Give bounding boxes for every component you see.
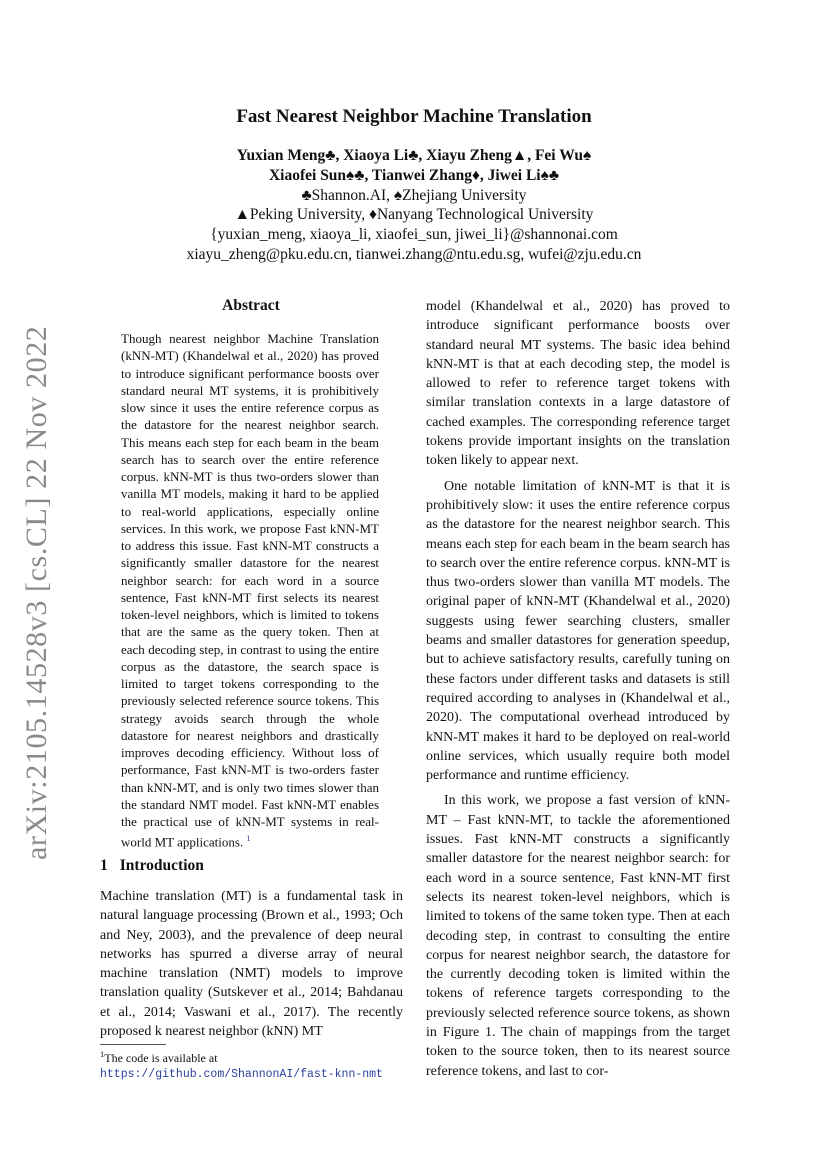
paper-title: Fast Nearest Neighbor Machine Translation	[236, 106, 592, 127]
affiliation-line-2: ▲Peking University, ♦Nanyang Technological University	[234, 206, 594, 224]
abstract-heading: Abstract	[222, 297, 280, 314]
right-paragraph-1: model (Khandelwal et al., 2020) has proved to introduce significant performance boosts over standard neural MT systems. The basic idea behind kNN-MT is that at each decoding step, the model is allowed to refer to reference target tokens with similar translation contexts in a large datastore of cached examples. The corresponding reference target tokens provide important insights on the translation token likely to appear next.	[426, 299, 730, 469]
abstract-text: Though nearest neighbor Machine Translation (kNN-MT) (Khandelwal et al., 2020) has proved to introduce significant performance boosts over standard neural MT systems, it is prohibitively slow since it uses the entire reference corpus as the datastore for the nearest neighbor search. This means each step for each beam in the beam search has to search over the entire reference corpus. kNN-MT is thus two-orders slower than vanilla MT models, making it hard to be applied to real-world applications, especially online services. In this work, we propose Fast kNN-MT to address this issue. Fast kNN-MT constructs a significantly smaller datastore for the nearest neighbor search: for each word in a source sentence, Fast kNN-MT first selects its nearest token-level neighbors, which is limited to tokens that are the same as the query token. Then at each decoding step, in contrast to using the entire corpus as the datastore, the search space is limited to target tokens corresponding to the previously selected reference source tokens. This strategy avoids search through the whole datastore for nearest neighbors and drastically improves decoding efficiency. Without loss of performance, Fast kNN-MT is two-orders faster than kNN-MT, and is only two times slower than the standard NMT model. Fast kNN-MT enables the practical use of kNN-MT systems in real-world MT applications.	[121, 331, 379, 850]
email-line-1: {yuxian_meng, xiaoya_li, xiaofei_sun, jiwei_li}@shannonai.com	[210, 226, 618, 244]
right-paragraph-2: One notable limitation of kNN-MT is that it is prohibitively slow: it uses the entire reference corpus as the datastore for the nearest neighbor search. This means each step for each beam in the beam search has to search over the entire reference corpus. kNN-MT is thus two-orders slower than vanilla MT models. The original paper of kNN-MT (Khandelwal et al., 2020) suggests using fewer searching clusters, smaller beams and smaller datastores for generation speedup, but to achieve satisfactory results, carefully tuning on these factors under different tasks and datasets is still required according to analyses in (Khandelwal et al., 2020). The computational overhead introduced by kNN-MT makes it hard to be deployed on real-world online services, which usually require both model performance and runtime efficiency.	[426, 478, 730, 784]
section-heading-introduction	[100, 857, 204, 875]
author-line-1: Yuxian Meng♣, Xiaoya Li♣, Xiayu Zheng▲, Fei Wu♠	[236, 147, 592, 164]
abstract-body	[121, 330, 379, 851]
footnote-mark: 1	[100, 1049, 105, 1059]
section-number: 1	[100, 857, 108, 874]
email-line-2: xiayu_zheng@pku.edu.cn, tianwei.zhang@ntu.edu.sg, wufei@zju.edu.cn	[186, 245, 642, 263]
section-title: Introduction	[119, 857, 204, 874]
author-block	[0, 146, 828, 265]
footnote-divider	[100, 1044, 166, 1045]
affiliation-line-1: ♣Shannon.AI, ♠Zhejiang University	[301, 186, 527, 204]
author-line-2: Xiaofei Sun♠♣, Tianwei Zhang♦, Jiwei Li♠♣	[268, 166, 560, 184]
footnote-text: The code is available at	[104, 1051, 218, 1065]
code-url-link[interactable]: https://github.com/ShannonAI/fast-knn-nmt	[100, 1067, 383, 1081]
arxiv-stamp: arXiv:2105.14528v3 [cs.CL] 22 Nov 2022	[20, 325, 53, 860]
footnote	[100, 1047, 403, 1082]
right-paragraph-3: In this work, we propose a fast version of kNN-MT – Fast kNN-MT, to tackle the aforementioned issues. Fast kNN-MT constructs a significantly smaller datastore for the nearest neighbor search: for each word in a source sentence, Fast kNN-MT first selects its nearest token-level neighbors, which is limited to tokens of the same token type. Then at each decoding step, in contrast to consulting the entire corpus for nearest neighbor search, the datastore for the currently decoding token is limited within the tokens of reference targets corresponding to the previously selected reference source tokens, as shown in Figure 1. The chain of mappings from the target token to the source token, then to its nearest source reference tokens, and last to cor-	[426, 793, 730, 1079]
right-column	[426, 297, 730, 1081]
introduction-paragraph: Machine translation (MT) is a fundamental task in natural language processing (Brown et al., 1993; Och and Ney, 2003), and the prevalence of deep neural networks has spurred a diverse array of neural machine translation (NMT) models to improve translation quality (Sutskever et al., 2014; Bahdanau et al., 2014; Vaswani et al., 2017). The recently proposed k nearest neighbor (kNN) MT	[100, 889, 403, 1040]
abstract-footnote-mark[interactable]: 1	[246, 833, 251, 844]
